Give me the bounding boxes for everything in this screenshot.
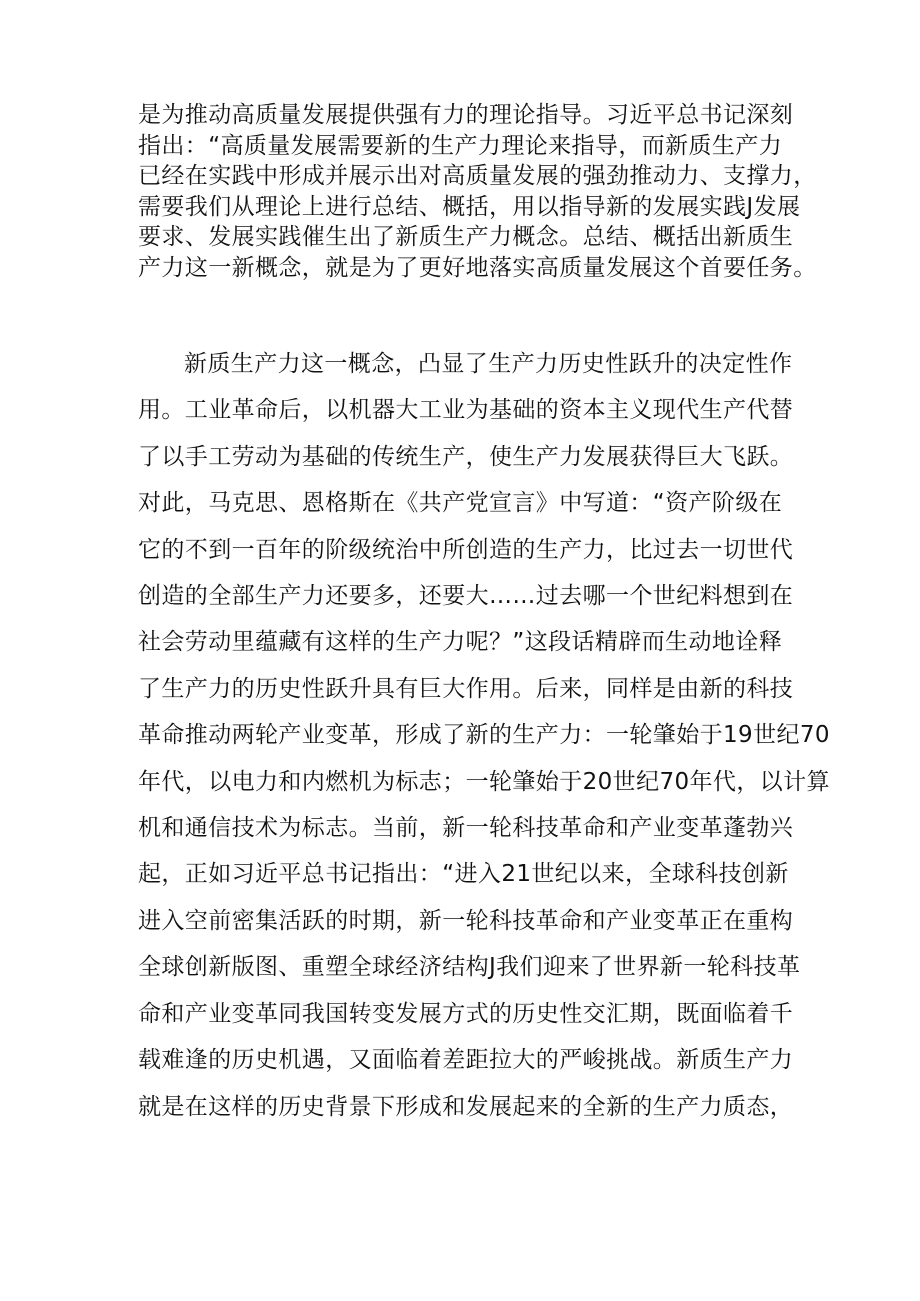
text-line: 年代，以电力和内燃机为标志；一轮肇始于20世纪70年代，以计算 — [138, 768, 830, 795]
text-line: 了以手工劳动为基础的传统生产，使生产力发展获得巨大飞跃。 — [138, 443, 794, 470]
text-line: 创造的全部生产力还要多，还要大……过去哪一个世纪料想到在 — [138, 583, 794, 610]
text-line: 新质生产力这一概念，凸显了生产力历史性跃升的决定性作 — [184, 351, 793, 377]
text-line: 全球创新版图、重塑全球经济结构J我们迎来了世界新一轮科技革 — [138, 954, 801, 981]
text-line: 它的不到一百年的阶级统治中所创造的生产力，比过去一切世代 — [138, 536, 794, 563]
text-line: 进入空前密集活跃的时期，新一轮科技革命和产业变革正在重构 — [138, 907, 794, 934]
text-line: 是为推动高质量发展提供强有力的理论指导。习近平总书记深刻 — [138, 102, 794, 128]
text-line: 已经在实践中形成并展示出对高质量发展的强劲推动力、支撑力， — [138, 163, 817, 189]
text-line: 革命推动两轮产业变革，形成了新的生产力：一轮肇始于19世纪70 — [138, 722, 830, 749]
text-line: 需要我们从理论上进行总结、概括，用以指导新的发展实践J发展 — [138, 193, 801, 220]
text-line: 起，正如习近平总书记指出：“进入21世纪以来，全球科技创新 — [138, 861, 789, 888]
text-line: 要求、发展实践催生出了新质生产力概念。总结、概括出新质生 — [138, 224, 794, 250]
paragraph-2 — [138, 341, 830, 1130]
text-line: 载难逢的历史机遇，又面临着差距拉大的严峻挑战。新质生产力 — [138, 1047, 794, 1074]
text-line: 产力这一新概念，就是为了更好地落实高质量发展这个首要任务。 — [138, 254, 817, 281]
text-line: 用。工业革命后，以机器大工业为基础的资本主义现代生产代替 — [138, 397, 794, 424]
text-line: 命和产业变革同我国转变发展方式的历史性交汇期，既面临着千 — [138, 1000, 794, 1027]
paragraph-1 — [138, 100, 817, 283]
text-line: 社会劳动里蕴藏有这样的生产力呢？”这段话精辟而生动地诠释 — [138, 629, 783, 656]
text-line: 了生产力的历史性跃升具有巨大作用。后来，同样是由新的科技 — [138, 675, 794, 702]
text-line: 指出：“高质量发展需要新的生产力理论来指导，而新质生产力 — [138, 132, 783, 159]
text-line: 机和通信技术为标志。当前，新一轮科技革命和产业变革蓬勃兴 — [138, 815, 794, 842]
text-line: 对此，马克思、恩格斯在《共产党宣言》中写道：“资产阶级在 — [138, 490, 783, 517]
text-line: 就是在这样的历史背景下形成和发展起来的全新的生产力质态， — [138, 1093, 794, 1120]
